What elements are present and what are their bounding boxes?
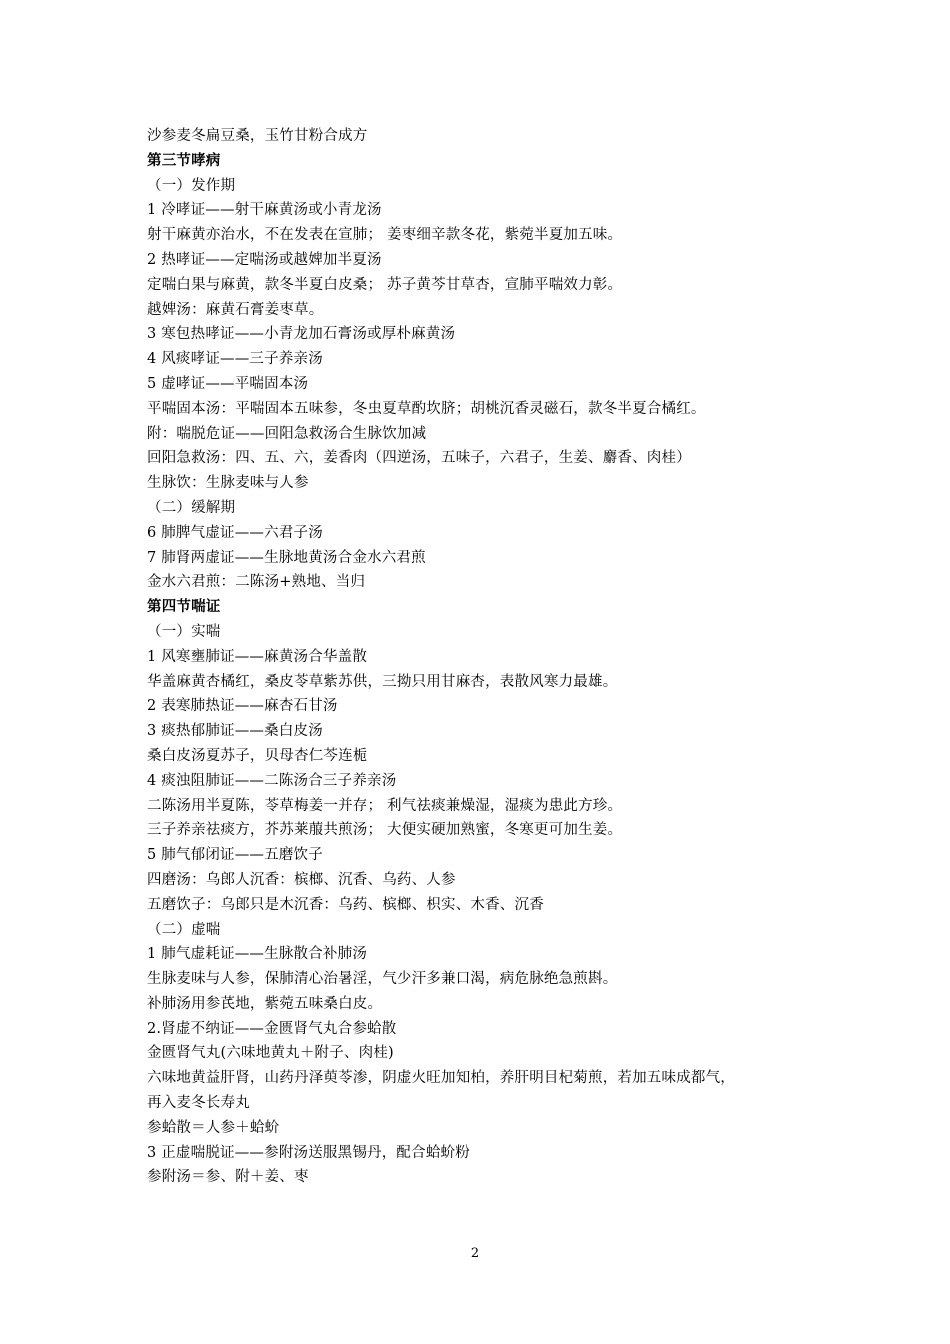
text-line: 3 痰热郁肺证——桑白皮汤 xyxy=(147,723,323,740)
text-line: 3 正虚喘脱证——参附汤送服黑锡丹，配合蛤蚧粉 xyxy=(147,1144,470,1161)
text-line: 金匮肾气丸(六味地黄丸＋附子、肉桂) xyxy=(147,1045,394,1062)
text-line: 2 表寒肺热证——麻杏石甘汤 xyxy=(147,698,338,715)
text-line: 补肺汤用参芪地，紫菀五味桑白皮。 xyxy=(147,995,383,1012)
text-line: （二）虚喘 xyxy=(147,921,221,938)
text-line: 再入麦冬长寿丸 xyxy=(147,1095,250,1112)
text-line: 1 冷哮证——射干麻黄汤或小青龙汤 xyxy=(147,202,382,219)
text-line: 4 风痰哮证——三子养亲汤 xyxy=(147,351,323,368)
document-body xyxy=(147,124,837,1190)
text-line: 1 风寒壅肺证——麻黄汤合华盖散 xyxy=(147,648,368,665)
text-line: 金水六君煎：二陈汤+熟地、当归 xyxy=(147,574,366,591)
text-line: 生脉饮：生脉麦味与人参 xyxy=(147,475,309,492)
text-line: 参蛤散＝人参＋蛤蚧 xyxy=(147,1119,280,1136)
section-heading: 第三节哮病 xyxy=(147,151,221,169)
text-line: 3 寒包热哮证——小青龙加石膏汤或厚朴麻黄汤 xyxy=(147,326,456,343)
text-line: 定喘白果与麻黄，款冬半夏白皮桑； 苏子黄芩甘草杏，宣肺平喘效力彰。 xyxy=(147,276,623,293)
text-line: 桑白皮汤夏苏子，贝母杏仁芩连栀 xyxy=(147,747,368,764)
text-line: 7 肺肾两虚证——生脉地黄汤合金水六君煎 xyxy=(147,549,426,566)
page-number: 2 xyxy=(470,1246,480,1261)
text-line: 二陈汤用半夏陈，苓草梅姜一并存； 利气祛痰兼燥湿，湿痰为患此方珍。 xyxy=(147,797,623,814)
text-line: 平喘固本汤：平喘固本五味参，冬虫夏草酌坎脐；胡桃沉香灵磁石，款冬半夏合橘红。 xyxy=(147,400,706,417)
text-line: 附：喘脱危证——回阳急救汤合生脉饮加减 xyxy=(147,425,427,442)
text-line: 华盖麻黄杏橘红，桑皮苓草紫苏供，三拗只用甘麻杏，表散风寒力最雄。 xyxy=(147,673,618,690)
section-heading: 第四节喘证 xyxy=(147,598,221,616)
text-line: 射干麻黄亦治水，不在发表在宣肺； 姜枣细辛款冬花，紫菀半夏加五味。 xyxy=(147,227,623,244)
text-line: 5 虚哮证——平喘固本汤 xyxy=(147,375,309,392)
text-line: （二）缓解期 xyxy=(147,499,236,516)
text-line: 五磨饮子：乌郎只是木沉香：乌药、槟榔、枳实、木香、沉香 xyxy=(147,896,544,913)
text-line: 2 热哮证——定喘汤或越婢加半夏汤 xyxy=(147,251,382,268)
text-line: （一）发作期 xyxy=(147,177,236,194)
text-line: 四磨汤：乌郎人沉香：槟榔、沉香、乌药、人参 xyxy=(147,871,456,888)
text-line: 六味地黄益肝肾，山药丹泽萸苓渗，阴虚火旺加知柏，养肝明目杞菊煎，若加五味成都气， xyxy=(147,1070,735,1087)
text-line: 回阳急救汤：四、五、六，姜香肉（四逆汤，五味子，六君子，生姜、麝香、肉桂） xyxy=(147,450,691,467)
text-line: 4 痰浊阻肺证——二陈汤合三子养亲汤 xyxy=(147,772,397,789)
text-line: 沙参麦冬扁豆桑，玉竹甘粉合成方 xyxy=(147,128,368,144)
text-line: 参附汤＝参、附＋姜、枣 xyxy=(147,1169,309,1186)
text-line: 2.肾虚不纳证——金匮肾气丸合参蛤散 xyxy=(147,1020,397,1037)
text-line: 1 肺气虚耗证——生脉散合补肺汤 xyxy=(147,946,368,963)
text-line: （一）实喘 xyxy=(147,623,221,640)
text-line: 越婢汤：麻黄石膏姜枣草。 xyxy=(147,301,324,318)
text-line: 三子养亲祛痰方，芥苏莱菔共煎汤； 大便实硬加熟蜜，冬寒更可加生姜。 xyxy=(147,822,623,839)
text-line: 生脉麦味与人参，保肺清心治暑淫，气少汗多兼口渴，病危脉绝急煎斟。 xyxy=(147,971,618,988)
text-line: 5 肺气郁闭证——五磨饮子 xyxy=(147,847,323,864)
text-line: 6 肺脾气虚证——六君子汤 xyxy=(147,524,323,541)
